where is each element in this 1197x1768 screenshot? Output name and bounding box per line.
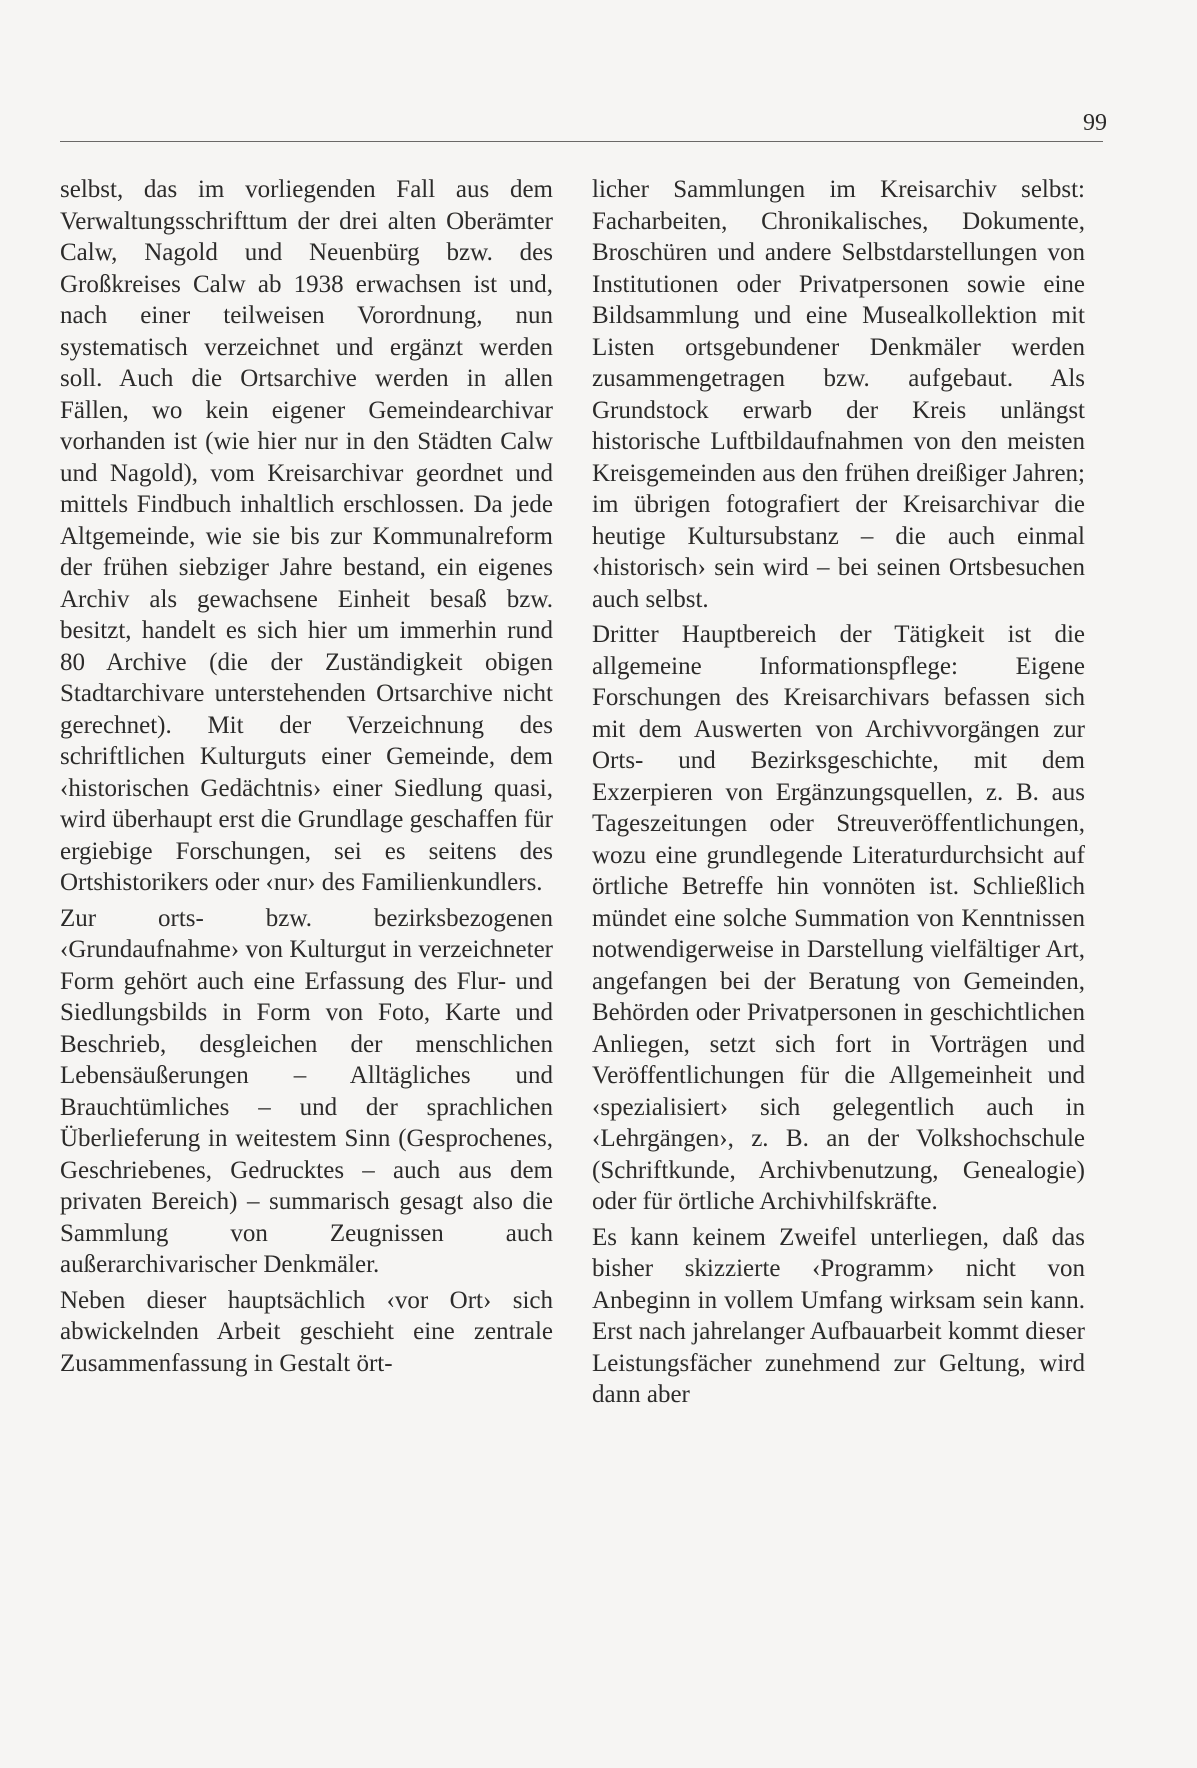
left-paragraph-3: Neben dieser hauptsächlich ‹vor Ort› sich abwickelnden Arbeit geschieht eine zentrale Zusammenfassung in Gestalt ört- (60, 1286, 553, 1377)
right-column (592, 174, 1085, 1415)
page-number: 99 (1083, 110, 1107, 136)
right-paragraph-3: Es kann keinem Zweifel unterliegen, daß das bisher skizzierte ‹Programm› nicht von Anbeginn in vollem Umfang wirksam sein kann. Erst nach jahrelanger Aufbauarbeit kommt dieser Leistungsfächer zunehmend zur Geltung, wird dann aber (592, 1223, 1085, 1408)
left-paragraph-2: Zur orts- bzw. bezirksbezogenen ‹Grundaufnahme› von Kulturgut in verzeichneter Form gehört auch eine Erfassung des Flur- und Siedlungsbilds in Form von Foto, Karte und Beschrieb, desgleichen der menschlichen Lebensäußerungen – Alltägliches und Brauchtümliches – und der sprachlichen Überlieferung in weitestem Sinn (Gesprochenes, Geschriebenes, Gedrucktes – auch aus dem privaten Bereich) – summarisch gesagt also die Sammlung von Zeugnissen auch außerarchivarischer Denkmäler. (60, 904, 553, 1278)
right-paragraph-1: licher Sammlungen im Kreisarchiv selbst: Facharbeiten, Chronikalisches, Dokumente, Broschüren und andere Selbstdarstellungen von Institutionen oder Privatpersonen sowie eine Bildsammlung und eine Musealkollektion mit Listen ortsgebundener Denkmäler werden zusammengetragen bzw. aufgebaut. Als Grundstock erwarb der Kreis unlängst historische Luftbildaufnahmen von den meisten Kreisgemeinden aus den frühen dreißiger Jahren; im übrigen fotografiert der Kreisarchivar die heutige Kultursubstanz – die auch einmal ‹historisch› sein wird – bei seinen Ortsbesuchen auch selbst. (592, 176, 1085, 613)
right-paragraph-2: Dritter Hauptbereich der Tätigkeit ist die allgemeine Informationspflege: Eigene Forschungen des Kreisarchivars befassen sich mit dem Auswerten von Archivvorgängen zur Orts- und Bezirksgeschichte, mit dem Exzerpieren von Ergänzungsquellen, z. B. aus Tageszeitungen oder Streuveröffentlichungen, wozu eine grundlegende Literaturdurchsicht auf örtliche Betreffe hin vonnöten ist. Schließlich mündet eine solche Summation von Kenntnissen notwendigerweise in Darstellung vielfältiger Art, angefangen bei der Beratung von Gemeinden, Behörden oder Privatpersonen in geschichtlichen Anliegen, setzt sich fort in Vorträgen und Veröffentlichungen für die Allgemeinheit und ‹spezialisiert› sich gelegentlich auch in ‹Lehrgängen›, z. B. an der Volkshochschule (Schriftkunde, Archivbenutzung, Genealogie) oder für örtliche Archivhilfskräfte. (592, 621, 1085, 1215)
header-rule (60, 141, 1103, 142)
left-paragraph-1: selbst, das im vorliegenden Fall aus dem Verwaltungsschrifttum der drei alten Oberämter Calw, Nagold und Neuenbürg bzw. des Großkreises Calw ab 1938 erwachsen ist und, nach einer teilweisen Vorordnung, nun systematisch verzeichnet und ergänzt werden soll. Auch die Ortsarchive werden in allen Fällen, wo kein eigener Gemeindearchivar vorhanden ist (wie hier nur in den Städten Calw und Nagold), vom Kreisarchivar geordnet und mittels Findbuch inhaltlich erschlossen. Da jede Altgemeinde, wie sie bis zur Kommunalreform der frühen siebziger Jahre bestand, ein eigenes Archiv als gewachsene Einheit besaß bzw. besitzt, handelt es sich hier um immerhin rund 80 Archive (die der Zuständigkeit obigen Stadtarchivare unterstehenden Ortsarchive nicht gerechnet). Mit der Verzeichnung des schriftlichen Kulturguts einer Gemeinde, dem ‹historischen Gedächtnis› einer Siedlung quasi, wird überhaupt erst die Grundlage geschaffen für ergiebige Forschungen, sei es seitens des Ortshistorikers oder ‹nur› des Familienkundlers. (60, 176, 553, 896)
left-column (60, 174, 553, 1383)
